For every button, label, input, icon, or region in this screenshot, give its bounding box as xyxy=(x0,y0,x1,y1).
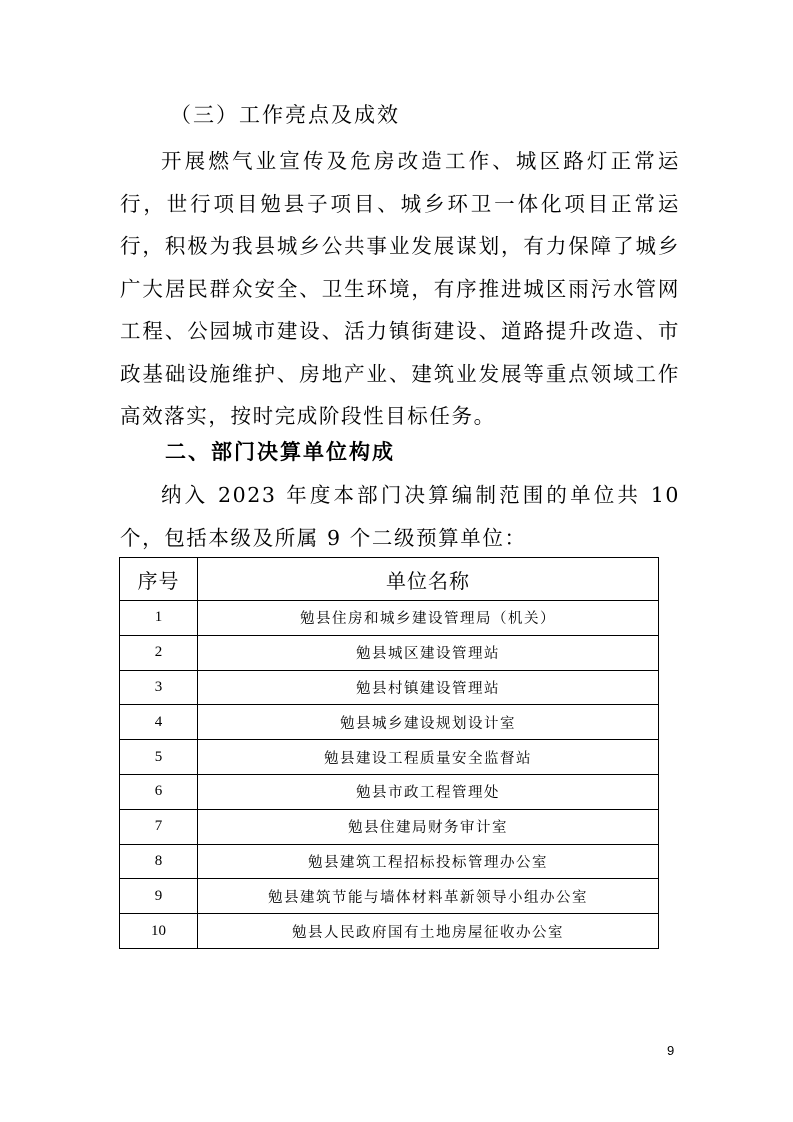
page-number: 9 xyxy=(667,1043,675,1058)
achievements-paragraph: 开展燃气业宣传及危房改造工作、城区路灯正常运行，世行项目勉县子项目、城乡环卫一体化项目正常运行，积极为我县城乡公共事业发展谋划，有力保障了城乡广大居民群众安全、卫生环境，有序推进城区雨污水管网工程、公园城市建设、活力镇街建设、道路提升改造、市政基础设施维护、房地产业、建筑业发展等重点领域工作高效落实，按时完成阶段性目标任务。 xyxy=(120,149,680,428)
row-number: 5 xyxy=(120,740,198,775)
table-row xyxy=(120,601,659,636)
unit-name: 勉县市政工程管理处 xyxy=(198,774,659,809)
unit-name: 勉县建筑工程招标投标管理办公室 xyxy=(198,844,659,879)
table-row xyxy=(120,705,659,740)
row-number: 7 xyxy=(120,809,198,844)
unit-name: 勉县城区建设管理站 xyxy=(198,635,659,670)
unit-name: 勉县住房和城乡建设管理局（机关） xyxy=(198,601,659,636)
scope-paragraph: 纳入 2023 年度本部门决算编制范围的单位共 10 个，包括本级及所属 9 个二级预算单位： xyxy=(120,483,680,550)
row-number: 4 xyxy=(120,705,198,740)
row-number: 1 xyxy=(120,601,198,636)
row-number: 6 xyxy=(120,774,198,809)
unit-name: 勉县住建局财务审计室 xyxy=(198,809,659,844)
section-heading: 二、部门决算单位构成 xyxy=(165,440,395,464)
row-number: 10 xyxy=(120,914,198,949)
unit-name: 勉县建筑节能与墙体材料革新领导小组办公室 xyxy=(198,879,659,914)
column-header-number: 序号 xyxy=(120,558,198,601)
row-number: 2 xyxy=(120,635,198,670)
unit-name: 勉县城乡建设规划设计室 xyxy=(198,705,659,740)
table-row xyxy=(120,774,659,809)
table-row xyxy=(120,879,659,914)
unit-name: 勉县建设工程质量安全监督站 xyxy=(198,740,659,775)
units-table xyxy=(119,557,659,949)
table-row xyxy=(120,809,659,844)
table-row xyxy=(120,740,659,775)
table-row xyxy=(120,670,659,705)
unit-name: 勉县人民政府国有土地房屋征收办公室 xyxy=(198,914,659,949)
row-number: 3 xyxy=(120,670,198,705)
column-header-unit-name: 单位名称 xyxy=(198,558,659,601)
section-subheading: （三）工作亮点及成效 xyxy=(170,103,400,127)
table-row xyxy=(120,844,659,879)
row-number: 9 xyxy=(120,879,198,914)
table-header-row xyxy=(120,558,659,601)
table-row xyxy=(120,914,659,949)
unit-name: 勉县村镇建设管理站 xyxy=(198,670,659,705)
row-number: 8 xyxy=(120,844,198,879)
table-row xyxy=(120,635,659,670)
